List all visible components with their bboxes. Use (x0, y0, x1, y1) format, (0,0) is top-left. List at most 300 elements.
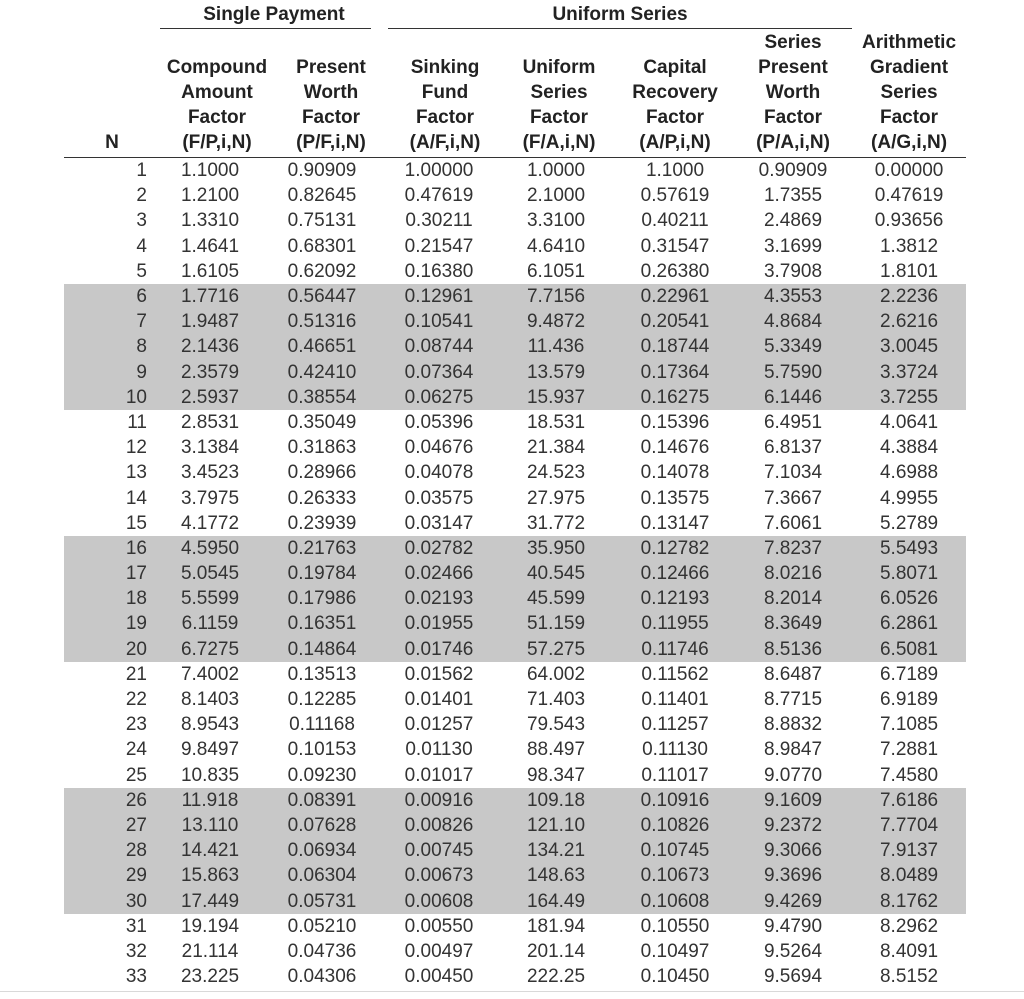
cell-fp: 3.1384 (180, 437, 240, 459)
cell-ag: 0.93656 (874, 210, 944, 232)
col-header-fp-line: Compound (166, 57, 268, 78)
cell-ag: 4.6988 (879, 462, 939, 484)
cell-fp: 2.3579 (160, 360, 274, 385)
cell-n: 7 (64, 309, 160, 334)
cell-fa: 3.3100 (526, 210, 586, 232)
cell-fp: 3.7975 (180, 487, 240, 509)
cell-ap: 0.20541 (616, 309, 734, 334)
cell-af: 0.04676 (404, 437, 474, 459)
cell-ap: 0.10673 (616, 863, 734, 888)
col-header-pa-line: (P/A,i,N) (756, 132, 830, 153)
cell-ap: 0.10497 (640, 940, 710, 962)
table-row (64, 914, 966, 939)
cell-n: 15 (125, 512, 147, 534)
col-header-pa-line: Factor (763, 107, 823, 128)
cell-fa: 98.347 (526, 764, 586, 786)
table-row (64, 385, 966, 410)
cell-pf: 0.07628 (274, 813, 388, 838)
col-header-af-line: Factor (415, 107, 475, 128)
cell-pf: 0.04736 (287, 940, 357, 962)
cell-fa: 79.543 (526, 714, 586, 736)
cell-pa: 7.1034 (763, 462, 823, 484)
cell-pa: 8.9847 (763, 739, 823, 761)
col-header-pf-line: Present (296, 57, 366, 78)
cell-ap: 0.18744 (616, 334, 734, 359)
cell-ag: 4.0641 (879, 411, 939, 433)
col-header-af (388, 29, 502, 158)
col-header-pa-line: Series (764, 32, 822, 53)
cell-pf: 0.09230 (287, 764, 357, 786)
cell-af: 0.00608 (388, 888, 502, 913)
cell-pa: 8.6487 (763, 663, 823, 685)
cell-fp: 6.7275 (160, 637, 274, 662)
cell-pa: 9.4790 (763, 915, 823, 937)
col-header-pa-line: Worth (765, 82, 821, 103)
cell-ap: 0.13147 (640, 512, 710, 534)
cell-af: 0.02782 (388, 536, 502, 561)
table-row (64, 208, 966, 233)
cell-ag: 5.5493 (852, 536, 966, 561)
cell-ap: 0.11401 (641, 689, 709, 711)
cell-af: 0.01746 (388, 637, 502, 662)
cell-fa: 2.1000 (526, 185, 586, 207)
cell-pf: 0.10153 (287, 739, 357, 761)
cell-fp: 8.9543 (180, 714, 240, 736)
col-header-pa-line: Present (758, 57, 828, 78)
cell-ap: 0.26380 (640, 260, 710, 282)
column-header-row (64, 29, 966, 158)
cell-ag: 2.2236 (852, 284, 966, 309)
table-row (64, 662, 966, 687)
cell-pa: 8.7715 (763, 689, 823, 711)
cell-ap: 0.11562 (641, 663, 709, 685)
col-header-af-line: Fund (421, 82, 469, 103)
table-row (64, 964, 966, 989)
cell-ag: 7.9137 (852, 838, 966, 863)
cell-ap: 0.22961 (616, 284, 734, 309)
cell-ag: 7.1085 (879, 714, 939, 736)
table-row (64, 788, 966, 813)
cell-pf: 0.14864 (274, 637, 388, 662)
cell-af: 0.01401 (404, 689, 474, 711)
table-row (64, 939, 966, 964)
cell-pa: 8.2014 (734, 586, 852, 611)
cell-fa: 164.49 (502, 888, 616, 913)
col-header-fp-line: (F/P,i,N) (182, 132, 252, 153)
cell-fa: 4.6410 (526, 235, 586, 257)
cell-n: 6 (64, 284, 160, 309)
cell-n: 12 (125, 437, 147, 459)
cell-pa: 4.8684 (734, 309, 852, 334)
cell-fp: 1.9487 (160, 309, 274, 334)
cell-ap: 0.11257 (641, 714, 709, 736)
cell-pa: 6.1446 (734, 385, 852, 410)
cell-ag: 8.4091 (879, 940, 939, 962)
col-header-fa-line: (F/A,i,N) (522, 132, 596, 153)
cell-af: 0.00550 (404, 915, 474, 937)
cell-af: 0.00745 (388, 838, 502, 863)
col-header-ap-line: Factor (645, 107, 705, 128)
table-row (64, 561, 966, 586)
cell-n: 18 (64, 586, 160, 611)
col-header-pf (274, 29, 388, 158)
cell-ap: 0.31547 (640, 235, 710, 257)
cell-n: 3 (136, 210, 147, 232)
cell-pa: 1.7355 (763, 185, 823, 207)
cell-af: 0.01017 (404, 764, 474, 786)
cell-fp: 23.225 (180, 966, 240, 988)
cell-pa: 7.3667 (763, 487, 823, 509)
cell-fp: 1.1000 (180, 160, 240, 182)
cell-fp: 2.5937 (160, 385, 274, 410)
cell-pf: 0.31863 (287, 437, 357, 459)
table-row (64, 813, 966, 838)
cell-n: 1 (136, 160, 147, 182)
cell-af: 0.16380 (404, 260, 474, 282)
cell-af: 0.00497 (404, 940, 474, 962)
cell-ap: 0.10745 (616, 838, 734, 863)
cell-pa: 9.2372 (734, 813, 852, 838)
cell-pa: 9.3696 (734, 863, 852, 888)
cell-af: 0.00450 (404, 966, 474, 988)
cell-af: 0.03575 (404, 487, 474, 509)
table-row (64, 309, 966, 334)
cell-af: 0.47619 (404, 185, 474, 207)
table-row (64, 586, 966, 611)
interest-factor-table (64, 0, 966, 989)
cell-ap: 0.14078 (640, 462, 710, 484)
cell-ag: 1.8101 (879, 260, 939, 282)
table-row (64, 360, 966, 385)
col-header-af-line: (A/F,i,N) (409, 132, 481, 153)
cell-pf: 0.23939 (287, 512, 357, 534)
cell-ag: 7.2881 (879, 739, 939, 761)
col-header-ag-line: (A/G,i,N) (871, 132, 948, 153)
cell-pf: 0.75131 (287, 210, 357, 232)
cell-pf: 0.46651 (274, 334, 388, 359)
cell-ap: 0.10450 (640, 966, 710, 988)
table-row (64, 334, 966, 359)
cell-pf: 0.16351 (274, 611, 388, 636)
table-row (64, 712, 966, 737)
cell-pf: 0.28966 (287, 462, 357, 484)
cell-n: 22 (125, 689, 147, 711)
cell-ag: 4.9955 (879, 487, 939, 509)
cell-fp: 9.8497 (180, 739, 240, 761)
col-header-af-line: Sinking (410, 57, 480, 78)
cell-fa: 21.384 (526, 437, 586, 459)
cell-fa: 45.599 (502, 586, 616, 611)
cell-fa: 109.18 (502, 788, 616, 813)
cell-pf: 0.51316 (274, 309, 388, 334)
cell-fa: 148.63 (502, 863, 616, 888)
cell-pf: 0.56447 (274, 284, 388, 309)
cell-af: 0.04078 (404, 462, 474, 484)
cell-ag: 8.1762 (852, 888, 966, 913)
col-header-fp (160, 29, 274, 158)
cell-fa: 35.950 (502, 536, 616, 561)
cell-ap: 0.11130 (642, 739, 708, 761)
cell-af: 0.02193 (388, 586, 502, 611)
bottom-divider (0, 991, 1024, 992)
col-header-ag-line: Arithmetic (862, 32, 957, 53)
cell-n: 5 (136, 260, 147, 282)
cell-fp: 17.449 (160, 888, 274, 913)
cell-pf: 0.11168 (289, 714, 355, 736)
cell-ap: 0.10608 (616, 888, 734, 913)
cell-ag: 7.6186 (852, 788, 966, 813)
cell-ag: 6.2861 (852, 611, 966, 636)
cell-n: 29 (64, 863, 160, 888)
cell-af: 0.21547 (404, 235, 474, 257)
cell-pf: 0.06304 (274, 863, 388, 888)
group-spacer (64, 0, 160, 29)
cell-fp: 6.1159 (160, 611, 274, 636)
cell-pa: 8.3649 (734, 611, 852, 636)
cell-ap: 0.12782 (616, 536, 734, 561)
col-header-ap-line: (A/P,i,N) (639, 132, 711, 153)
cell-ag: 6.0526 (852, 586, 966, 611)
group-spacer (852, 0, 966, 29)
cell-pa: 9.4269 (734, 888, 852, 913)
col-header-pf-line: Factor (301, 107, 361, 128)
table-row (64, 536, 966, 561)
cell-af: 0.30211 (405, 210, 473, 232)
table-row (64, 410, 966, 435)
cell-fp: 21.114 (181, 940, 239, 962)
cell-ag: 8.5152 (879, 966, 939, 988)
cell-pa: 9.5694 (763, 966, 823, 988)
cell-af: 0.01257 (404, 714, 474, 736)
cell-af: 0.12961 (388, 284, 502, 309)
cell-n: 11 (127, 411, 147, 433)
col-header-fa (502, 29, 616, 158)
interest-factor-table-container (64, 0, 962, 989)
cell-ap: 0.15396 (640, 411, 710, 433)
col-header-n (64, 29, 160, 158)
cell-ap: 0.40211 (641, 210, 709, 232)
cell-pa: 3.7908 (763, 260, 823, 282)
cell-fa: 121.10 (502, 813, 616, 838)
cell-fa: 31.772 (526, 512, 586, 534)
cell-pf: 0.26333 (287, 487, 357, 509)
cell-n: 17 (64, 561, 160, 586)
col-header-fp-line: Factor (187, 107, 247, 128)
cell-ap: 0.14676 (640, 437, 710, 459)
col-header-ag-line: Series (880, 82, 938, 103)
cell-n: 2 (136, 185, 147, 207)
cell-n: 4 (136, 235, 147, 257)
cell-fp: 8.1403 (180, 689, 240, 711)
cell-n: 25 (125, 764, 147, 786)
cell-ap: 0.57619 (640, 185, 710, 207)
cell-fp: 11.918 (160, 788, 274, 813)
table-row (64, 511, 966, 536)
table-row (64, 687, 966, 712)
table-row (64, 485, 966, 510)
cell-fp: 13.110 (160, 813, 274, 838)
cell-af: 1.00000 (404, 160, 474, 182)
cell-fa: 71.403 (526, 689, 586, 711)
cell-fa: 13.579 (502, 360, 616, 385)
cell-n: 33 (125, 966, 147, 988)
cell-pa: 0.90909 (758, 160, 828, 182)
cell-fa: 24.523 (526, 462, 586, 484)
cell-af: 0.08744 (388, 334, 502, 359)
group-single-payment: Single Payment (160, 0, 388, 29)
col-header-fa-line: Factor (529, 107, 589, 128)
cell-af: 0.00673 (388, 863, 502, 888)
cell-fa: 134.21 (502, 838, 616, 863)
cell-ap: 0.10826 (616, 813, 734, 838)
cell-ag: 6.9189 (879, 689, 939, 711)
cell-ag: 3.7255 (852, 385, 966, 410)
cell-fp: 1.7716 (160, 284, 274, 309)
table-row (64, 888, 966, 913)
cell-fa: 7.7156 (502, 284, 616, 309)
cell-pf: 0.82645 (287, 185, 357, 207)
cell-fp: 1.6105 (180, 260, 240, 282)
table-body (64, 158, 966, 990)
cell-fa: 15.937 (502, 385, 616, 410)
cell-n: 24 (125, 739, 147, 761)
cell-fa: 6.1051 (526, 260, 586, 282)
cell-fa: 181.94 (526, 915, 586, 937)
cell-ap: 1.1000 (645, 160, 705, 182)
col-header-pa (734, 29, 852, 158)
cell-ap: 0.13575 (640, 487, 710, 509)
cell-fa: 57.275 (502, 637, 616, 662)
cell-n: 21 (125, 663, 147, 685)
cell-pa: 9.5264 (763, 940, 823, 962)
cell-fp: 2.1436 (160, 334, 274, 359)
cell-n: 26 (64, 788, 160, 813)
table-row (64, 435, 966, 460)
cell-fp: 3.4523 (180, 462, 240, 484)
cell-fp: 1.2100 (180, 185, 240, 207)
cell-n: 10 (64, 385, 160, 410)
table-row (64, 158, 966, 184)
cell-ag: 3.3724 (852, 360, 966, 385)
cell-af: 0.03147 (404, 512, 474, 534)
cell-fp: 19.194 (180, 915, 240, 937)
cell-pa: 6.4951 (763, 411, 823, 433)
col-header-n-label: N (105, 132, 119, 153)
cell-pf: 0.04306 (287, 966, 357, 988)
cell-pa: 4.3553 (734, 284, 852, 309)
cell-af: 0.00916 (388, 788, 502, 813)
cell-pa: 3.1699 (763, 235, 823, 257)
cell-ag: 5.8071 (852, 561, 966, 586)
table-row (64, 637, 966, 662)
table-row (64, 611, 966, 636)
cell-n: 13 (125, 462, 147, 484)
cell-ap: 0.16275 (616, 385, 734, 410)
cell-pf: 0.68301 (287, 235, 357, 257)
cell-fa: 64.002 (526, 663, 586, 685)
cell-n: 23 (125, 714, 147, 736)
cell-ag: 7.7704 (852, 813, 966, 838)
cell-fp: 4.1772 (180, 512, 240, 534)
cell-fp: 15.863 (160, 863, 274, 888)
col-header-ag (852, 29, 966, 158)
cell-pf: 0.13513 (287, 663, 357, 685)
cell-ag: 3.0045 (852, 334, 966, 359)
cell-af: 0.05396 (404, 411, 474, 433)
cell-pf: 0.21763 (274, 536, 388, 561)
cell-pa: 5.3349 (734, 334, 852, 359)
cell-ag: 0.00000 (874, 160, 944, 182)
cell-fa: 1.0000 (526, 160, 586, 182)
cell-fp: 7.4002 (180, 663, 240, 685)
cell-af: 0.02466 (388, 561, 502, 586)
table-row (64, 183, 966, 208)
col-header-fa-line: Uniform (522, 57, 596, 78)
col-header-pf-line: (P/F,i,N) (296, 132, 366, 153)
cell-fp: 1.4641 (180, 235, 240, 257)
cell-pf: 0.62092 (287, 260, 357, 282)
cell-n: 30 (64, 888, 160, 913)
cell-fa: 40.545 (502, 561, 616, 586)
cell-fa: 88.497 (526, 739, 586, 761)
cell-n: 19 (64, 611, 160, 636)
cell-ag: 8.0489 (852, 863, 966, 888)
col-header-ag-line: Factor (879, 107, 939, 128)
cell-ap: 0.11746 (616, 637, 734, 662)
col-header-ap (616, 29, 734, 158)
table-row (64, 284, 966, 309)
cell-fa: 222.25 (526, 966, 586, 988)
table-row (64, 763, 966, 788)
cell-fa: 11.436 (502, 334, 616, 359)
cell-fp: 4.5950 (160, 536, 274, 561)
table-row (64, 838, 966, 863)
cell-pf: 0.05731 (274, 888, 388, 913)
cell-ap: 0.10916 (616, 788, 734, 813)
cell-pf: 0.05210 (287, 915, 357, 937)
cell-pf: 0.35049 (287, 411, 357, 433)
cell-fp: 5.0545 (160, 561, 274, 586)
group-header-row (64, 0, 966, 29)
cell-fp: 10.835 (180, 764, 240, 786)
cell-n: 14 (125, 487, 147, 509)
cell-pa: 8.5136 (734, 637, 852, 662)
cell-pf: 0.17986 (274, 586, 388, 611)
cell-pa: 9.0770 (763, 764, 823, 786)
cell-af: 0.10541 (388, 309, 502, 334)
cell-n: 16 (64, 536, 160, 561)
cell-pa: 2.4869 (763, 210, 823, 232)
cell-af: 0.01955 (388, 611, 502, 636)
cell-ag: 2.6216 (852, 309, 966, 334)
cell-pa: 7.6061 (763, 512, 823, 534)
table-row (64, 737, 966, 762)
cell-ag: 5.2789 (879, 512, 939, 534)
cell-af: 0.06275 (388, 385, 502, 410)
cell-n: 8 (64, 334, 160, 359)
table-row (64, 259, 966, 284)
cell-pf: 0.06934 (274, 838, 388, 863)
cell-ag: 8.2962 (879, 915, 939, 937)
col-header-pf-line: Worth (303, 82, 359, 103)
cell-ap: 0.11017 (641, 764, 709, 786)
cell-ap: 0.12193 (616, 586, 734, 611)
group-uniform-series: Uniform Series (388, 0, 852, 29)
cell-fp: 14.421 (160, 838, 274, 863)
cell-n: 20 (64, 637, 160, 662)
cell-pa: 9.1609 (734, 788, 852, 813)
cell-n: 28 (64, 838, 160, 863)
